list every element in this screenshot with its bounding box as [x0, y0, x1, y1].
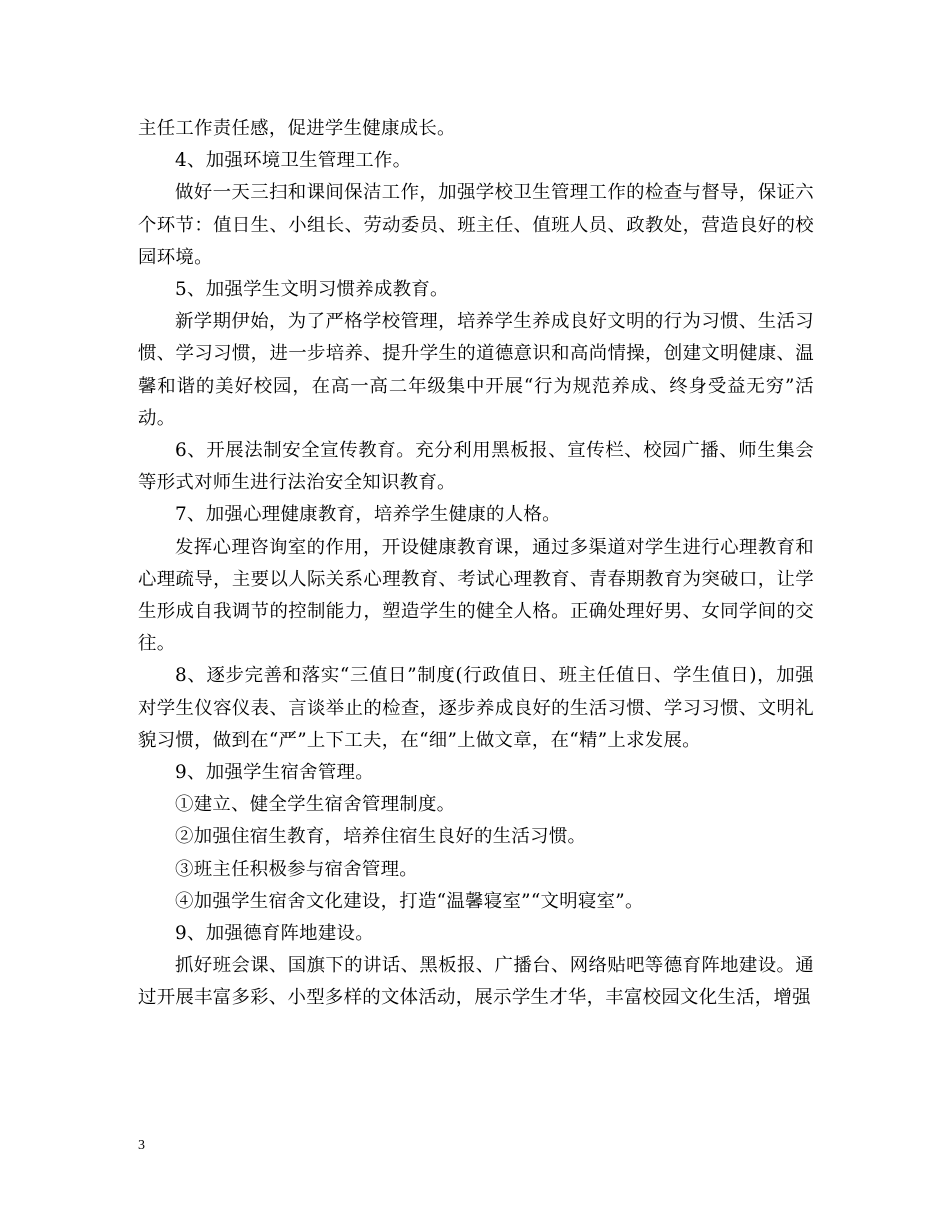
section-heading: 5、加强学生文明习惯养成教育。 — [175, 279, 449, 301]
paragraph: 做好一天三扫和课间保洁工作，加强学校卫生管理工作的检查与督导，保证六个环节：值日生、小组长、劳动委员、班主任、值班人员、政教处，营造良好的校园环境。 — [138, 182, 814, 268]
section-heading: 9、加强德育阵地建设。 — [175, 923, 374, 945]
document-body — [138, 113, 814, 1015]
list-item: ①建立、健全学生宿舍管理制度。 — [175, 794, 456, 816]
list-item: ②加强住宿生教育，培养住宿生良好的生活习惯。 — [175, 826, 587, 848]
paragraph: 6、开展法制安全宣传教育。充分利用黑板报、宣传栏、校园广播、师生集会等形式对师生进行法治安全知识教育。 — [138, 440, 814, 494]
paragraph: 主任工作责任感，促进学生健康成长。 — [138, 118, 456, 139]
section-heading: 4、加强环境卫生管理工作。 — [175, 150, 412, 172]
list-item: ③班主任积极参与宿舍管理。 — [175, 858, 418, 880]
page-number: 3 — [138, 1138, 145, 1153]
list-item: ④加强学生宿舍文化建设，打造“温馨寝室”“文明寝室”。 — [175, 890, 644, 912]
paragraph: 8、逐步完善和落实“三值日”制度(行政值日、班主任值日、学生值日)，加强对学生仪容仪表、言谈举止的检查，逐步养成良好的生活习惯、学习习惯、文明礼貌习惯，做到在“严”上下工夫，在“细”上做文章，在“精”上求发展。 — [138, 665, 814, 751]
paragraph: 新学期伊始，为了严格学校管理，培养学生养成良好文明的行为习惯、生活习惯、学习习惯，进一步培养、提升学生的道德意识和高尚情操，创建文明健康、温馨和谐的美好校园，在高一高二年级集中开展“行为规范养成、终身受益无穷”活动。 — [138, 311, 814, 429]
paragraph: 抓好班会课、国旗下的讲话、黑板报、广播台、网络贴吧等德育阵地建设。通过开展丰富多彩、小型多样的文体活动，展示学生才华，丰富校园文化生活，增强 — [138, 955, 814, 1009]
section-heading: 7、加强心理健康教育，培养学生健康的人格。 — [175, 504, 561, 526]
paragraph: 发挥心理咨询室的作用，开设健康教育课，通过多渠道对学生进行心理教育和心理疏导，主要以人际关系心理教育、考试心理教育、青春期教育为突破口，让学生形成自我调节的控制能力，塑造学生的健全人格。正确处理好男、女同学间的交往。 — [138, 536, 814, 655]
section-heading: 9、加强学生宿舍管理。 — [175, 762, 374, 784]
